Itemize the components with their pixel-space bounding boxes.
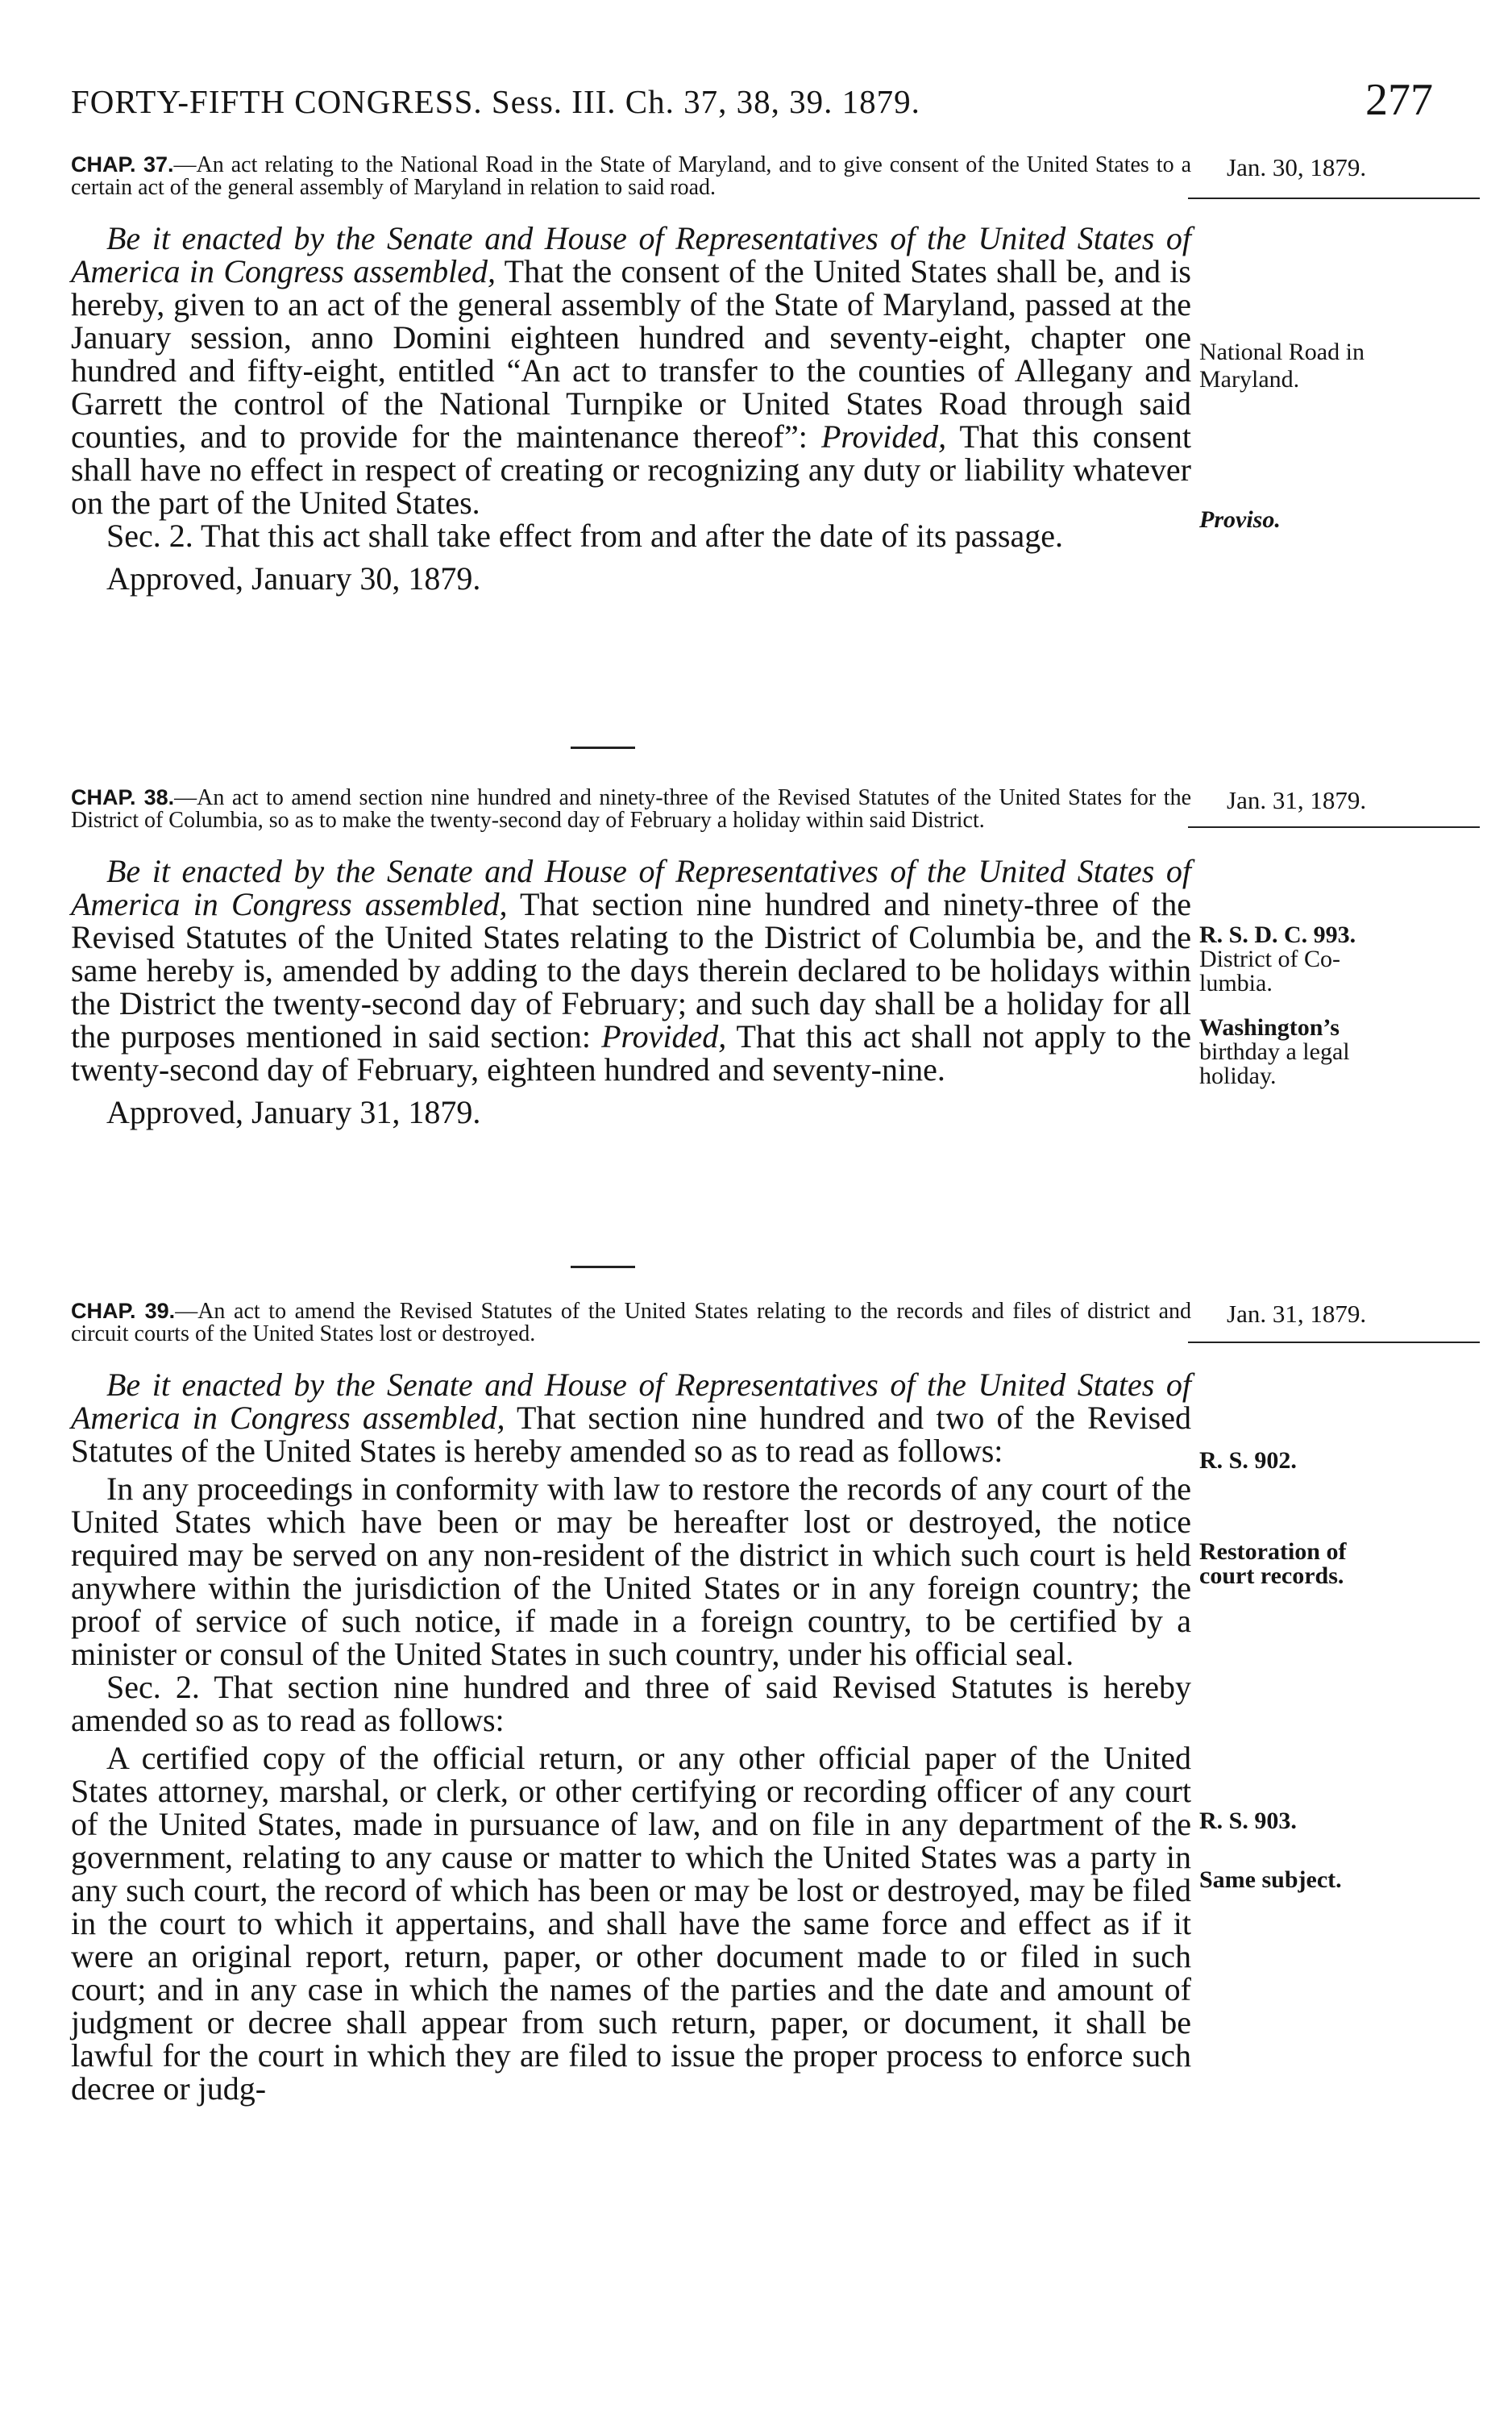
chapter-37-enacting-clause: Be it enacted by the Senate and House of Representatives of the United States of America in Congress assembled, bbox=[71, 220, 1191, 289]
chapter-37 bbox=[71, 153, 1497, 595]
chapter-39-section-1 bbox=[71, 1368, 1191, 1467]
chapter-divider-1 bbox=[571, 747, 635, 749]
chapter-38-body-1: That section nine hundred and ninety-three of the Revised Statutes of the United States relating to the District of Columbia be, and the same hereby is, amended by adding to the days therein declared to be holidays within the District the twenty-second day of February; and such day shall be a holiday for all the purposes mentioned in said section: bbox=[71, 886, 1191, 1055]
margin-note-proviso: Proviso. bbox=[1199, 506, 1281, 533]
chapter-39 bbox=[71, 1300, 1497, 2105]
chapter-37-date-rule bbox=[1188, 198, 1480, 199]
chapter-38-date-rule bbox=[1188, 826, 1480, 828]
chapter-39-enacting-clause: Be it enacted by the Senate and House of Representatives of the United States of America in Congress assembled, bbox=[71, 1367, 1191, 1436]
chapter-39-summary bbox=[71, 1300, 1191, 1346]
chapter-37-section-1 bbox=[71, 222, 1191, 519]
chapter-38-text bbox=[71, 786, 1191, 1129]
chapter-38-body-2: That this act shall not apply to the twenty-second day of February, eighteen hundred and seventy-nine. bbox=[71, 1018, 1192, 1088]
chapter-37-body-1: That the consent of the United States shall be, and is hereby, given to an act of the general assembly of the State of Maryland, passed at the January session, anno Domini eighteen hundred and seventy-eight, chapter one hundred and fifty-eight, entitled “An act to transfer to the counties of Allegany and Garrett the control of the National Turnpike or United States Road through said counties, and to provide for the maintenance thereof”: bbox=[71, 253, 1191, 455]
margin-note-court-records: court records. bbox=[1199, 1562, 1344, 1589]
chapter-37-section-2: Sec. 2. That this act shall take effect from and after the date of its passage. bbox=[106, 518, 1063, 554]
running-head: FORTY-FIFTH CONGRESS. Sess. III. Ch. 37, 38, 39. 1879. bbox=[71, 83, 920, 120]
page-number: 277 bbox=[1365, 75, 1433, 125]
chapter-38 bbox=[71, 786, 1497, 1129]
margin-note-restoration: Restoration of bbox=[1199, 1538, 1347, 1565]
chapter-37-label: CHAP. 37. bbox=[71, 152, 174, 177]
chapter-37-approved: Approved, January 30, 1879. bbox=[106, 560, 481, 597]
margin-note-birthday: birthday a legal bbox=[1199, 1038, 1350, 1065]
chapter-38-approved: Approved, January 31, 1879. bbox=[106, 1094, 481, 1130]
margin-note-washingtons: Washington’s bbox=[1199, 1014, 1340, 1041]
chapter-38-label: CHAP. 38. bbox=[71, 785, 175, 809]
margin-note-holiday: holiday. bbox=[1199, 1063, 1277, 1089]
chapter-39-label: CHAP. 39. bbox=[71, 1299, 176, 1323]
chapter-38-date: Jan. 31, 1879. bbox=[1227, 786, 1367, 814]
page-header bbox=[71, 74, 1433, 131]
chapter-39-section-2: Sec. 2. That section nine hundred and three of said Revised Statutes is hereby amended so as to read as follows: bbox=[71, 1669, 1191, 1738]
chapter-39-date: Jan. 31, 1879. bbox=[1227, 1300, 1367, 1328]
chapter-39-title: —An act to amend the Revised Statutes of the United States relating to the records and files of district and circuit courts of the United States lost or destroyed. bbox=[71, 1299, 1191, 1346]
margin-note-columbia: lumbia. bbox=[1199, 970, 1273, 996]
chapter-37-title: —An act relating to the National Road in the State of Maryland, and to give consent of the United States to a certain act of the general assembly of Maryland in relation to said road. bbox=[71, 152, 1191, 200]
chapter-39-restoration-paragraph: In any proceedings in conformity with law to restore the records of any court of the United States which have been or may be hereafter lost or destroyed, the notice required may be served on any non-resident of the district in which such court is held anywhere within the jurisdiction of the United States or in any foreign country; the proof of service of such notice, if made in a foreign country, to be certified by a minister or consul of the United States in such country, under his official seal. bbox=[71, 1471, 1191, 1672]
margin-note-national-road: National Road in bbox=[1199, 339, 1365, 365]
margin-note-district-of-columbia: District of Co- bbox=[1199, 946, 1340, 972]
chapter-37-proviso-word: Provided, bbox=[820, 418, 947, 455]
margin-note-rs-dc-993: R. S. D. C. 993. bbox=[1199, 921, 1356, 948]
chapter-37-date: Jan. 30, 1879. bbox=[1227, 153, 1367, 181]
chapter-37-summary bbox=[71, 153, 1191, 199]
chapter-39-certified-copy-paragraph: A certified copy of the official return, or any other official paper of the United States attorney, marshal, or clerk, or other certifying or recording officer of any court of the United States, made in pursuance of law, and on file in any department of the government, relating to any cause or matter to which the United States was a party in any such court, the record of which has been or may be lost or destroyed, may be filed in the court to which it appertains, and shall have the same force and effect as if it were an original report, return, paper, or other document made to or filed in such court; and in any case in which the names of the parties and the date and amount of judgment or decree shall appear from such return, paper, or document, it shall be lawful for the court in which they are filed to issue the proper process to enforce such decree or judg- bbox=[71, 1740, 1191, 2107]
chapter-37-body-2: That this consent shall have no effect in respect of creating or recognizing any duty or liability whatever on the part of the United States. bbox=[71, 418, 1191, 521]
chapter-39-date-rule bbox=[1188, 1342, 1480, 1343]
margin-note-maryland: Maryland. bbox=[1199, 366, 1300, 393]
margin-note-same-subject: Same subject. bbox=[1199, 1866, 1342, 1893]
margin-note-rs-903: R. S. 903. bbox=[1199, 1808, 1297, 1834]
chapter-39-body-1: That section nine hundred and two of the Revised Statutes of the United States is hereby amended so as to read as follows: bbox=[71, 1400, 1191, 1469]
chapter-39-text bbox=[71, 1300, 1191, 2105]
margin-note-rs-902: R. S. 902. bbox=[1199, 1447, 1297, 1474]
chapter-divider-2 bbox=[571, 1266, 635, 1268]
chapter-38-summary bbox=[71, 786, 1191, 832]
chapter-38-enacting-clause: Be it enacted by the Senate and House of Representatives of the United States of America in Congress assembled, bbox=[71, 853, 1191, 922]
chapter-37-text bbox=[71, 153, 1191, 595]
chapter-38-title: —An act to amend section nine hundred and ninety-three of the Revised Statutes of the United States for the District of Columbia, so as to make the twenty-second day of February a holiday within said District. bbox=[71, 785, 1191, 833]
chapter-38-proviso-word: Provided, bbox=[601, 1018, 727, 1055]
chapter-38-section-1 bbox=[71, 855, 1191, 1086]
